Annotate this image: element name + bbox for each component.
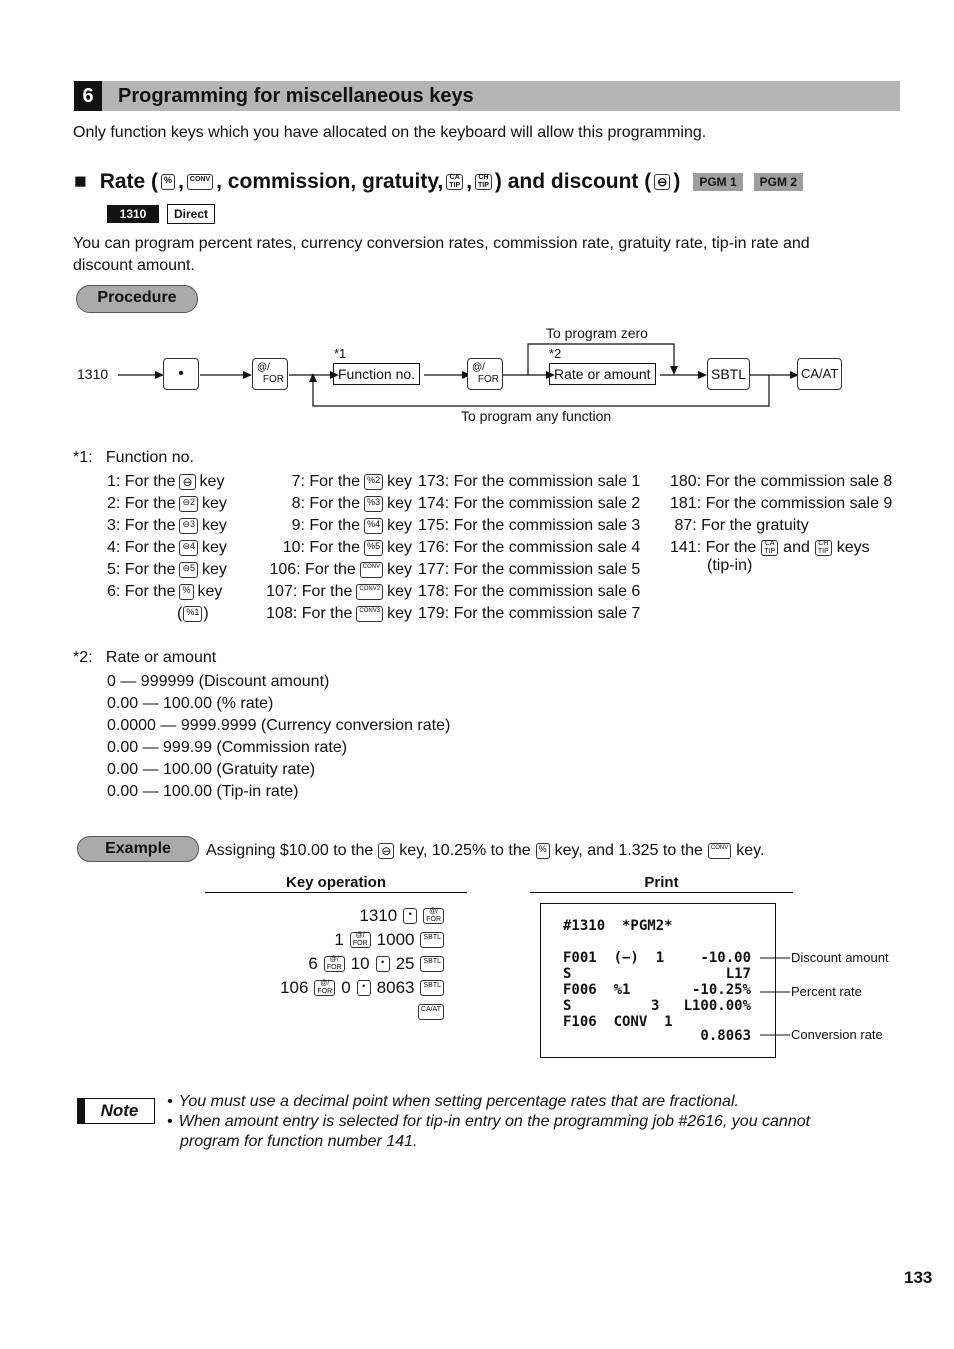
heading-part-6: )	[673, 170, 681, 193]
pgm1-tag: PGM 1	[693, 173, 742, 191]
function-row	[107, 493, 242, 515]
receipt-line-right: L17	[725, 966, 751, 982]
function-column-1	[107, 471, 242, 625]
procedure-label: Procedure	[76, 285, 198, 313]
pgm2-tag: PGM 2	[754, 173, 803, 191]
function-column-4	[670, 471, 902, 581]
ca-label: CA	[449, 174, 460, 181]
procedure-start-code: 1310	[77, 366, 109, 382]
op-value: 1000	[376, 930, 415, 949]
function-row	[252, 471, 412, 493]
minus2-key-icon: ⊖2	[179, 496, 198, 512]
ca-tip-key-icon	[446, 174, 463, 190]
example-text: key, 10.25% to the	[399, 842, 531, 859]
function-row: 174: For the commission sale 2	[418, 495, 641, 512]
fn-text: keys	[836, 539, 870, 556]
function-row: 178: For the commission sale 6	[418, 583, 641, 600]
key-op-row	[200, 976, 444, 1000]
fn-text: (	[177, 605, 183, 622]
conv2-key-icon: CONV2	[356, 584, 383, 600]
rate-list	[107, 671, 450, 803]
bullet-icon: •	[167, 1113, 173, 1130]
fn-text: 6: For the	[107, 583, 176, 600]
tip-label: TIP	[478, 182, 489, 189]
rate-amount-box: Rate or amount	[549, 363, 656, 385]
conv-key-icon: CONV	[360, 562, 383, 578]
heading-part-3: , commission, gratuity,	[216, 170, 444, 193]
receipt-line-right: -10.00	[700, 950, 751, 966]
at-label: @/	[257, 362, 270, 373]
percent4-key-icon: %4	[364, 518, 383, 534]
heading-part-1: Rate (	[99, 170, 159, 193]
rate-item: 0.00 — 100.00 (Gratuity rate)	[107, 761, 316, 778]
decimal-point-key: •	[163, 358, 199, 390]
arrow-head	[670, 366, 678, 375]
intro-text: Only function keys which you have allocated on the keyboard will allow this programming.	[73, 124, 707, 141]
fn-text: key	[387, 583, 412, 600]
receipt-line-mid: 3	[651, 998, 660, 1014]
op-value: 106	[280, 978, 309, 997]
sbtl-key: SBTL	[707, 358, 750, 390]
example-text: key, and 1.325 to the	[554, 842, 703, 859]
note1-marker: *1	[334, 346, 347, 361]
fn-text: key	[387, 605, 412, 622]
rate-item: 0.00 — 100.00 (Tip-in rate)	[107, 783, 299, 800]
arrow-head	[243, 371, 252, 379]
arrow-head	[309, 373, 317, 382]
conv3-key-icon: CONV3	[356, 606, 383, 622]
note-items	[167, 1092, 810, 1152]
op-value: 1310	[359, 906, 398, 925]
function-row	[107, 581, 242, 603]
function-row	[252, 559, 412, 581]
heading-marker: ■	[74, 170, 87, 193]
fn-text: 108: For the	[266, 605, 353, 622]
receipt-line-left: F001 (−) 1	[563, 950, 665, 966]
example-sentence	[206, 842, 764, 860]
at-for-key-icon	[314, 980, 335, 996]
ch-label: CH	[818, 540, 829, 547]
rate-item: 0.00 — 999.99 (Commission rate)	[107, 739, 348, 756]
receipt-line-left: S	[563, 998, 572, 1014]
minus5-key-icon: ⊖5	[179, 562, 198, 578]
function-column-2	[252, 471, 412, 625]
rate-item: 0 — 999999 (Discount amount)	[107, 673, 330, 690]
for-label: FOR	[262, 374, 284, 385]
fn-text: key	[387, 495, 412, 512]
at-label: @/	[472, 362, 485, 373]
note2-marker: *2	[549, 346, 562, 361]
subsection-heading	[74, 170, 803, 194]
conv-key-icon: CONV	[708, 843, 731, 859]
receipt-line-left: S	[563, 966, 572, 982]
ca-tip-key-icon	[761, 540, 778, 556]
fn-text: and	[783, 539, 810, 556]
note-item-continuation: program for function number 141.	[180, 1133, 418, 1150]
at-for-key-icon	[324, 956, 345, 972]
percent2-key-icon: %2	[364, 474, 383, 490]
callout-conversion-rate: Conversion rate	[791, 1027, 883, 1042]
rate-item: 0.0000 — 9999.9999 (Currency conversion rate)	[107, 717, 451, 734]
mode-direct-tag: Direct	[167, 204, 215, 224]
function-row: 181: For the commission sale 9	[670, 495, 893, 512]
tip-label: TIP	[817, 548, 829, 555]
sbtl-key-icon: SBTL	[420, 980, 444, 996]
tip-label: TIP	[764, 548, 776, 555]
note-text: You must use a decimal point when setting percentage rates that are fractional.	[178, 1093, 739, 1110]
page-number: 133	[904, 1268, 933, 1287]
at-label: @/	[429, 908, 439, 915]
callout-percent-rate: Percent rate	[791, 984, 862, 999]
at-for-key-icon	[350, 932, 371, 948]
note-label: Note	[100, 1101, 139, 1120]
op-value: 8063	[376, 978, 415, 997]
receipt-line-right: -10.25%	[691, 982, 751, 998]
note-text: When amount entry is selected for tip-in entry on the programming job #2616, you cannot	[178, 1113, 811, 1130]
receipt-line-right: 0.8063	[700, 1028, 751, 1044]
receipt-line-left: F006 %1	[563, 982, 631, 998]
fn-text: 5: For the	[107, 561, 176, 578]
percent5-key-icon: %5	[364, 540, 383, 556]
for-label: FOR	[426, 916, 441, 923]
receipt-header-line: #1310 *PGM2*	[563, 918, 673, 934]
bullet-icon: •	[167, 1093, 173, 1110]
for-label: FOR	[326, 964, 342, 971]
function-row	[252, 515, 412, 537]
for-label: FOR	[352, 940, 368, 947]
function-row-extra	[107, 603, 242, 625]
op-value: 6	[308, 954, 318, 973]
ca-label: CA	[764, 540, 775, 547]
fn-text: key	[202, 561, 227, 578]
example-text: key.	[736, 842, 765, 859]
fn-text: 9: For the	[291, 517, 361, 534]
fn-text: 1: For the	[107, 473, 176, 490]
decimal-point-key-icon: •	[357, 980, 371, 996]
fn-text: key	[202, 495, 227, 512]
function-row-tail: (tip-in)	[707, 557, 753, 574]
mode-tags	[107, 204, 215, 224]
zero-label: To program zero	[546, 325, 648, 341]
function-number-box: Function no.	[333, 363, 420, 385]
fn-text: 3: For the	[107, 517, 176, 534]
ca-at-key: CA/AT	[797, 358, 842, 390]
minus4-key-icon: ⊖4	[179, 540, 198, 556]
function-row	[252, 537, 412, 559]
minus-key-icon: ⊖	[378, 843, 394, 859]
decimal-point-key-icon: •	[403, 908, 417, 924]
rate-item: 0.00 — 100.00 (% rate)	[107, 695, 274, 712]
section-header	[74, 81, 900, 111]
fn-text: 7: For the	[291, 473, 361, 490]
heading-part-5: ) and discount (	[494, 170, 652, 193]
function-row	[107, 515, 242, 537]
fn-text: 2: For the	[107, 495, 176, 512]
ch-label: CH	[478, 174, 489, 181]
fn-text: key	[387, 539, 412, 556]
function-row: 179: For the commission sale 7	[418, 605, 641, 622]
function-row: 175: For the commission sale 3	[418, 517, 641, 534]
callout-discount-amount: Discount amount	[791, 950, 889, 965]
function-row	[670, 537, 902, 559]
conv-key-icon: CONV	[187, 174, 213, 190]
rate-header: *2: Rate or amount	[73, 649, 217, 666]
percent-key-icon: %	[179, 584, 193, 600]
minus3-key-icon: ⊖3	[179, 518, 198, 534]
fn-text: key	[199, 473, 225, 490]
description-text: You can program percent rates, currency conversion rates, commission rate, gratuity rate, tip-in rate and discount amount.	[73, 235, 810, 274]
function-row: 177: For the commission sale 5	[418, 561, 641, 578]
function-row	[252, 581, 412, 603]
op-value: 10	[350, 954, 370, 973]
key-op-row	[200, 1000, 444, 1024]
function-row	[107, 471, 242, 493]
key-op-row	[200, 904, 444, 928]
arrow-head	[698, 371, 707, 379]
note-item	[167, 1112, 810, 1132]
key-op-row	[200, 928, 444, 952]
example-label: Example	[77, 836, 199, 862]
function-row: 176: For the commission sale 4	[418, 539, 641, 556]
fn-text: key	[387, 561, 412, 578]
receipt-line-right: L100.00%	[683, 998, 751, 1014]
decimal-point-key-icon: •	[376, 956, 390, 972]
ch-tip-key-icon	[815, 540, 832, 556]
heading-part-4: ,	[466, 170, 473, 193]
function-row: 173: For the commission sale 1	[418, 473, 641, 490]
at-label: @/	[329, 956, 339, 963]
fn-text: 4: For the	[107, 539, 176, 556]
note-item	[167, 1092, 810, 1112]
ch-tip-key-icon	[475, 174, 492, 190]
function-row	[107, 559, 242, 581]
at-label: @/	[320, 980, 330, 987]
loop-label: To program any function	[461, 408, 612, 424]
tip-label: TIP	[449, 182, 461, 189]
percent1-key-icon: %1	[183, 606, 202, 622]
at-label: @/	[355, 932, 365, 939]
function-row	[252, 603, 412, 625]
section-title: Programming for miscellaneous keys	[118, 85, 474, 107]
key-operation-header: Key operation	[205, 874, 467, 893]
minus-key-icon: ⊖	[654, 174, 670, 190]
ca-at-key-icon: CA/AT	[418, 1004, 444, 1020]
fn-text: 8: For the	[291, 495, 361, 512]
key-op-row	[200, 952, 444, 976]
example-text: Assigning $10.00 to the	[206, 842, 374, 859]
function-row	[252, 493, 412, 515]
at-for-key-icon	[423, 908, 444, 924]
mode-1310-tag: 1310	[107, 205, 159, 223]
percent3-key-icon: %3	[364, 496, 383, 512]
receipt-box	[540, 903, 776, 1058]
fn-text: key	[387, 517, 412, 534]
function-header: *1: Function no.	[73, 449, 194, 466]
fn-text: 107: For the	[266, 583, 353, 600]
function-row: 87: For the gratuity	[670, 517, 809, 534]
for-label: FOR	[317, 988, 333, 995]
function-row: 180: For the commission sale 8	[670, 473, 893, 490]
at-for-key	[252, 358, 288, 390]
section-number: 6	[74, 81, 102, 111]
print-header: Print	[530, 874, 793, 893]
fn-text: )	[203, 605, 209, 622]
for-label: FOR	[477, 374, 499, 385]
fn-text: key	[202, 517, 227, 534]
fn-text: key	[197, 583, 223, 600]
percent-key-icon: %	[161, 174, 175, 190]
fn-text: 141: For the	[670, 539, 757, 556]
heading-part-2: ,	[178, 170, 184, 193]
key-operations	[200, 904, 444, 1024]
function-row	[107, 537, 242, 559]
function-column-3	[418, 471, 640, 625]
fn-text: key	[202, 539, 227, 556]
op-value: 1	[334, 930, 344, 949]
receipt-line-left: F106 CONV 1	[563, 1014, 673, 1030]
op-value: 25	[395, 954, 415, 973]
fn-text: 106: For the	[269, 561, 356, 578]
sbtl-key-icon: SBTL	[420, 932, 444, 948]
minus-key-icon: ⊖	[179, 474, 195, 490]
at-for-key-2	[467, 358, 503, 390]
note-label-box	[77, 1098, 155, 1124]
op-value: 0	[341, 978, 351, 997]
percent-key-icon: %	[536, 843, 550, 859]
fn-text: key	[387, 473, 412, 490]
fn-text: 10: For the	[282, 539, 361, 556]
sbtl-key-icon: SBTL	[420, 956, 444, 972]
